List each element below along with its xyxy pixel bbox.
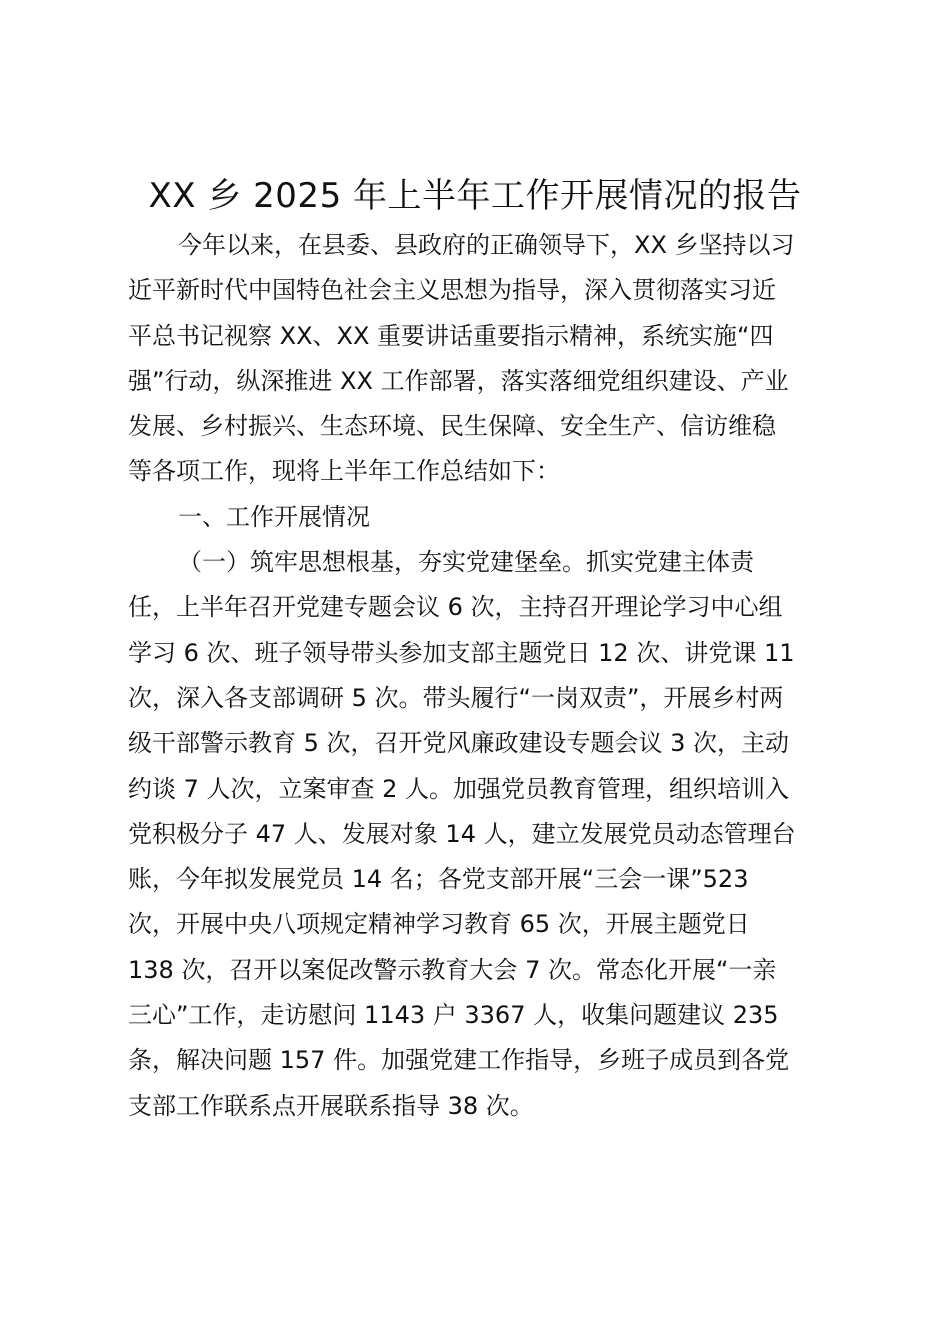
text-line: 支部工作联系点开展联系指导 38 次。: [128, 1091, 534, 1120]
text-line: 党积极分子 47 人、发展对象 14 人，建立发展党员动态管理台: [128, 819, 796, 848]
document-body: [128, 223, 830, 1129]
text-line: 一、工作开展情况: [178, 502, 370, 531]
text-line: 条，解决问题 157 件。加强党建工作指导，乡班子成员到各党: [128, 1046, 790, 1075]
text-line: 次，开展中央八项规定精神学习教育 65 次，开展主题党日: [128, 910, 750, 939]
text-line: 今年以来，在县委、县政府的正确领导下，XX 乡坚持以习: [178, 231, 795, 259]
text-line: 账，今年拟发展党员 14 名；各党支部开展“三会一课”523: [128, 865, 749, 894]
text-line: 任，上半年召开党建专题会议 6 次，主持召开理论学习中心组: [128, 593, 783, 622]
document-title: XX 乡 2025 年上半年工作开展情况的报告: [148, 176, 802, 216]
text-line: 三心”工作，走访慰问 1143 户 3367 人，收集问题建议 235: [128, 1001, 779, 1030]
text-line: 级干部警示教育 5 次，召开党风廉政建设专题会议 3 次，主动: [128, 729, 790, 758]
text-line: （一）筑牢思想根基，夯实党建堡垒。抓实党建主体责: [178, 548, 754, 577]
text-line: 近平新时代中国特色社会主义思想为指导，深入贯彻落实习近: [128, 276, 776, 305]
text-line: 次，深入各支部调研 5 次。带头履行“一岗双责”，开展乡村两: [128, 683, 784, 712]
text-line: 发展、乡村振兴、生态环境、民生保障、安全生产、信访维稳: [128, 412, 776, 441]
text-line: 等各项工作，现将上半年工作总结如下：: [128, 457, 560, 486]
text-line: 约谈 7 人次，立案审查 2 人。加强党员教育管理，组织培训入: [128, 774, 790, 803]
text-line: 138 次，召开以案促改警示教育大会 7 次。常态化开展“一亲: [128, 955, 777, 984]
text-line: 平总书记视察 XX、XX 重要讲话重要指示精神，系统实施“四: [128, 321, 774, 350]
text-line: 强”行动，纵深推进 XX 工作部署，落实落细党组织建设、产业: [128, 366, 789, 395]
text-line: 学习 6 次、班子领导带头参加支部主题党日 12 次、讲党课 11: [128, 638, 795, 667]
